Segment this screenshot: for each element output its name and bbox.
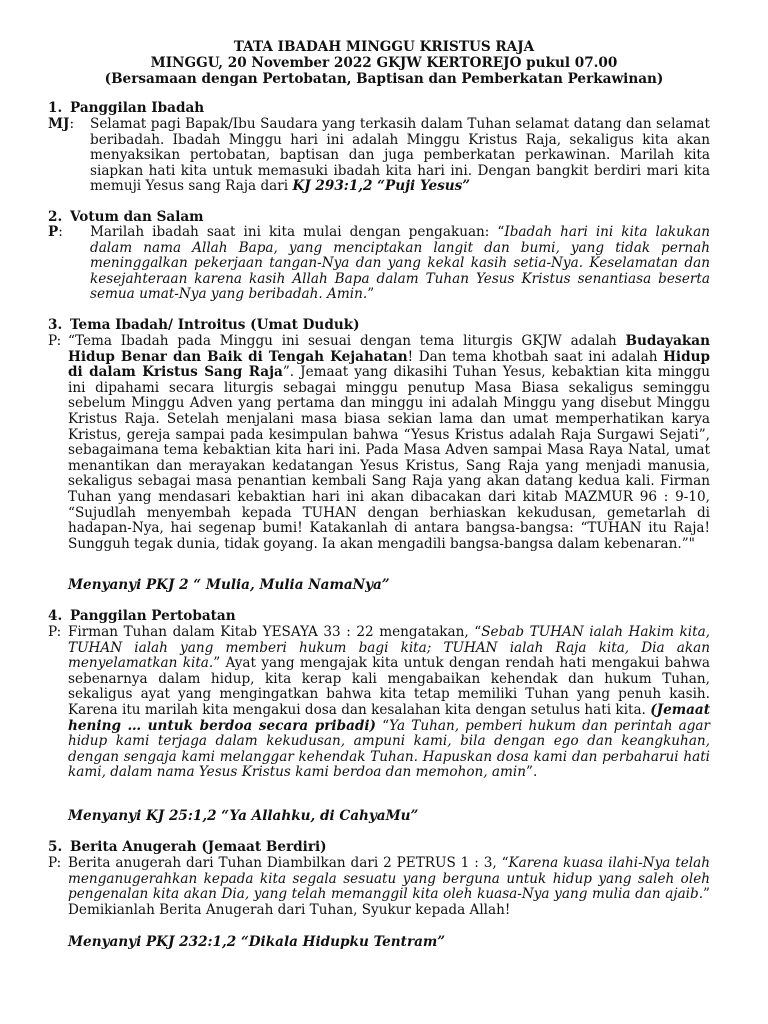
speaker-colon: : bbox=[58, 224, 63, 240]
section-1-body: Selamat pagi Bapak/Ibu Saudara yang terkasih dalam Tuhan selamat datang dan selamat beribadah. Ibadah Minggu hari ini adalah Minggu Kristus Raja, sekaligus kita akan menyaksikan pertobatan, baptisan dan juga pemberkatan perkawinan. Marilah kita siapkan hati kita untuk memasuki ibadah kita hari ini. Dengan bangkit berdiri mari kita memuji Yesus sang Raja dari bbox=[90, 116, 710, 195]
section-4-body-4: ”. bbox=[526, 764, 538, 781]
section-1-heading bbox=[48, 101, 204, 117]
section-4-heading bbox=[48, 609, 236, 625]
section-4-text bbox=[68, 625, 710, 781]
section-3-number: 3. bbox=[48, 317, 63, 333]
speaker-label: MJ bbox=[48, 116, 70, 132]
section-3-speaker: P: bbox=[48, 333, 62, 349]
section-2-text bbox=[90, 225, 710, 303]
section-4-body-3: “ bbox=[376, 717, 390, 734]
document-subtitle: (Bersamaan dengan Pertobatan, Baptisan dan Pemberkatan Perkawinan) bbox=[104, 71, 664, 87]
section-3-sermon-theme: Hidup di dalam Kristus Sang Raja bbox=[68, 348, 710, 381]
section-1-speaker bbox=[48, 117, 74, 133]
section-4-body-1: Firman Tuhan dalam Kitab YESAYA 33 : 22 mengatakan, “ bbox=[68, 624, 482, 640]
section-5-heading bbox=[48, 840, 327, 856]
section-5-number: 5. bbox=[48, 839, 63, 855]
document-date-line: MINGGU, 20 November 2022 GKJW KERTOREJO pukul 07.00 bbox=[150, 55, 618, 71]
section-4-number: 4. bbox=[48, 608, 63, 624]
section-5-body-2: ” Demikianlah Berita Anugerah dari Tuhan, Syukur kepada Allah! bbox=[68, 886, 710, 918]
section-5-speaker: P: bbox=[48, 855, 62, 871]
section-2-number: 2. bbox=[48, 209, 63, 225]
section-2-speaker bbox=[48, 225, 63, 241]
section-2-quote: Ibadah hari ini kita lakukan dalam nama Allah Bapa, yang menciptakan langit dan bumi, yang tidak pernah meninggalkan pekerjaan tangan-Nya dan yang kekal kasih setia-Nya. Keselamatan dan kesejahteraan karena kasih Allah Bapa dalam Tuhan Yesus Kristus senantiasa beserta semua umat-Nya yang beribadah. Amin. bbox=[90, 224, 711, 303]
speaker-label: P bbox=[48, 224, 59, 240]
section-5-title: Berita Anugerah (Jemaat Berdiri) bbox=[70, 839, 327, 855]
section-1-number: 1. bbox=[48, 100, 63, 116]
section-4-song: Menyanyi KJ 25:1,2 “Ya Allahku, di CahyaMu” bbox=[68, 808, 419, 824]
section-3-body-2: ! Dan tema khotbah saat ini adalah bbox=[407, 348, 664, 365]
section-3-body-3: ”. Jemaat yang dikasihi Tuhan Yesus, kebaktian kita minggu ini dipahami secara liturgis sebagai minggu penutup Masa Biasa sekaligus seminggu sebelum Minggu Adven yang pertama dan minggu ini adalah Minggu yang disebut Minggu Kristus Raja. Setelah menjalani masa biasa sekian lama dan umat memperhatikan karya Kristus, gereja sampai pada kesimpulan bahwa “Yesus Kristus adalah Raja Surgawi Sejati”, sebagaimana tema kebaktian kita hari ini. Pada Masa Adven sampai Masa Raya Natal, umat menantikan dan merayakan kedatangan Yesus Kristus, Sang Raja yang menjadi manusia, sekaligus sebagai masa penantian kembali Sang Raja yang akan datang kedua kali. Firman Tuhan yang mendasari kebaktian hari ini akan dibacakan dari kitab MAZMUR 96 : 9-10, “Sujudlah menyembah kepada TUHAN dengan berhiaskan kekudusan, gemetarlah di hadapan-Nya, hai segenap bumi! Katakanlah di antara bangsa-bangsa: “TUHAN itu Raja! Sungguh tegak dunia, tidak goyang. Ia akan mengadili bangsa-bangsa dalam kebenaran.”" bbox=[68, 364, 710, 552]
section-3-song: Menyanyi PKJ 2 “ Mulia, Mulia NamaNya” bbox=[68, 577, 390, 593]
section-3-title: Tema Ibadah/ Introitus (Umat Duduk) bbox=[70, 317, 360, 333]
section-3-liturgical-theme: Budayakan Hidup Benar dan Baik di Tengah Kejahatan bbox=[68, 333, 710, 365]
section-1-text bbox=[90, 117, 710, 195]
speaker-colon: : bbox=[69, 116, 75, 132]
section-2-quote-end: ” bbox=[367, 286, 375, 303]
section-3-heading bbox=[48, 318, 360, 334]
section-4-speaker: P: bbox=[48, 624, 62, 640]
section-4-body-2: ” Ayat yang mengajak kita untuk dengan rendah hati mengakui bahwa sebenarnya dalam hidup, kita kerap kali mengabaikan kehendak dan hukum Tuhan, sekaligus ayat yang mengingatkan bahwa kita tetap memiliki Tuhan yang penuh kasih. Karena itu marilah kita mengakui dosa dan kesalahan kita dengan setulus hati kita. bbox=[68, 655, 710, 718]
section-5-text bbox=[68, 856, 710, 918]
section-2-title: Votum dan Salam bbox=[70, 209, 204, 225]
section-4-title: Panggilan Pertobatan bbox=[70, 608, 236, 624]
section-5-scripture: Karena kuasa ilahi-Nya telah menganugerahkan kepada kita segala sesuatu yang berguna untuk hidup yang saleh oleh pengenalan kita akan Dia, yang telah memanggil kita oleh kuasa-Nya yang mulia dan ajaib. bbox=[68, 855, 710, 903]
section-3-text bbox=[68, 334, 710, 552]
section-4-prayer: Ya Tuhan, pemberi hukum dan perintah agar hidup kami terjaga dalam kekudusan, ampuni kami, bila dengan ego dan keangkuhan, dengan sengaja kami melanggar kehendak Tuhan. Hapuskan dosa kami dan perbaharui hati kami, dalam nama Yesus Kristus kami berdoa dan memohon, amin bbox=[68, 717, 710, 781]
section-1-song-ref: KJ 293:1,2 “Puji Yesus” bbox=[292, 178, 471, 195]
section-3-body-1: “Tema Ibadah pada Minggu ini sesuai dengan tema liturgis GKJW adalah bbox=[68, 333, 626, 349]
section-5-song: Menyanyi PKJ 232:1,2 “Dikala Hidupku Tentram” bbox=[68, 934, 446, 950]
section-5-body-1: Berita anugerah dari Tuhan Diambilkan dari 2 PETRUS 1 : 3, “ bbox=[68, 855, 509, 871]
section-1-title: Panggilan Ibadah bbox=[70, 100, 205, 116]
section-4-instruction: (Jemaat hening … untuk berdoa secara pribadi) bbox=[68, 701, 710, 734]
document-title: TATA IBADAH MINGGU KRISTUS RAJA bbox=[233, 39, 535, 55]
section-2-body: Marilah ibadah saat ini kita mulai dengan pengakuan: “ bbox=[90, 224, 505, 240]
section-4-scripture: Sebab TUHAN ialah Hakim kita, TUHAN ialah yang memberi hukum bagi kita; TUHAN ialah Raja kita, Dia akan menyelamatkan kita. bbox=[68, 624, 710, 672]
